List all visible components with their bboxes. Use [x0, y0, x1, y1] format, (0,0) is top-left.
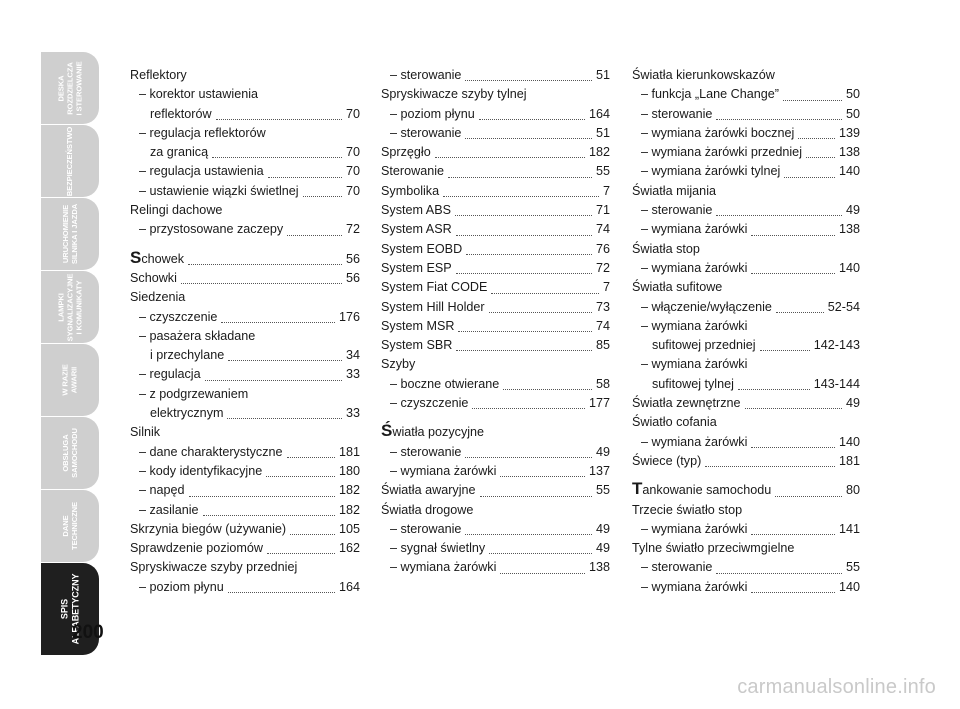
index-entry-page: 49 [845, 396, 860, 411]
index-leader-dots [480, 495, 592, 497]
index-entry [130, 346, 360, 365]
index-entry-page: 7 [602, 280, 610, 295]
index-leader-dots [751, 272, 835, 274]
index-leader-dots [751, 446, 835, 448]
index-leader-dots [266, 475, 335, 477]
index-entry [632, 336, 860, 355]
index-entry [381, 317, 610, 336]
index-entry-text: – wymiana żarówki [390, 463, 497, 478]
index-entry-page: 182 [338, 502, 360, 517]
index-entry [130, 327, 360, 346]
index-leader-dots [443, 195, 599, 197]
index-entry [381, 240, 610, 259]
index-entry [381, 375, 610, 394]
index-entry [381, 220, 610, 239]
index-entry-text: Spryskiwacze szyby przedniej [130, 560, 298, 575]
index-entry [381, 355, 610, 374]
index-leader-dots [745, 407, 842, 409]
index-entry-page: 182 [588, 145, 610, 160]
section-tab-label: SPIS ALFABETYCZNY [59, 573, 80, 645]
index-entry-text: – wymiana żarówki [641, 521, 748, 536]
index-entry-text: – korektor ustawienia [139, 87, 259, 102]
index-entry-text: – funkcja „Lane Change” [641, 87, 779, 102]
index-leader-dots [212, 156, 342, 158]
index-entry [381, 481, 610, 500]
index-entry [632, 66, 860, 85]
index-entry-page: 72 [595, 260, 610, 275]
index-leader-dots [798, 137, 835, 139]
index-leader-dots [806, 156, 835, 158]
index-entry-text: – zasilanie [139, 502, 199, 517]
index-entry-text: – pasażera składane [139, 328, 256, 343]
index-entry-text: Światła awaryjne [381, 483, 476, 498]
index-entry-text: Sprzęgło [381, 145, 431, 160]
index-entry-text: Światła kierunkowskazów [632, 68, 775, 82]
index-entry [632, 162, 860, 181]
index-entry-text: Sterowanie [381, 164, 445, 179]
index-entry-text: – napęd [139, 483, 185, 498]
index-entry [632, 539, 860, 558]
index-entry [130, 539, 360, 558]
index-column-2 [381, 66, 610, 578]
index-entry-page: 164 [338, 579, 360, 594]
index-entry [130, 578, 360, 597]
index-entry-text: Symbolika [381, 183, 440, 198]
index-entry-page: 73 [595, 299, 610, 314]
index-entry-text: – regulacja ustawienia [139, 164, 264, 179]
index-entry [381, 298, 610, 317]
index-entry [130, 365, 360, 384]
index-entry [632, 520, 860, 539]
index-leader-dots [705, 465, 835, 467]
index-entry-text: – wymiana żarówki [641, 434, 748, 449]
index-entry [130, 124, 360, 143]
index-entry-text: – ustawienie wiązki świetlnej [139, 183, 299, 198]
index-entry-text: System EOBD [381, 241, 463, 256]
index-entry [632, 433, 860, 452]
index-entry-page: 74 [595, 222, 610, 237]
index-entry [632, 355, 860, 374]
index-entry [381, 539, 610, 558]
section-tab-label: W RAZIE AWARII [60, 364, 79, 396]
index-entry [632, 317, 860, 336]
index-leader-dots [287, 456, 335, 458]
index-entry-text: Sprawdzenie poziomów [130, 541, 264, 556]
index-entry-page: 76 [595, 241, 610, 256]
index-entry [381, 394, 610, 413]
index-leader-dots [205, 379, 342, 381]
index-entry-page: 143-144 [813, 376, 860, 391]
index-entry-page: 85 [595, 338, 610, 353]
index-leader-dots [216, 118, 342, 120]
section-tab-label: BEZPIECZEŃSTWO [65, 126, 75, 196]
index-leader-dots [181, 282, 342, 284]
index-leader-dots [479, 118, 585, 120]
index-entry [632, 298, 860, 317]
index-entry-page: 162 [338, 541, 360, 556]
index-leader-dots [751, 234, 835, 236]
index-entry-text: – z podgrzewaniem [139, 386, 249, 401]
index-entry [632, 394, 860, 413]
index-entry-text: – wymiana żarówki [641, 222, 748, 237]
index-entry-text: – sterowanie [641, 106, 713, 121]
index-leader-dots [465, 533, 592, 535]
index-entry-text: Światła stop [632, 241, 700, 256]
index-entry-text: – boczne otwierane [390, 376, 500, 391]
section-tab-label: LAMPKI SYGNALIZACYJNE I KOMUNIKATY [56, 273, 84, 341]
index-entry-text: Skrzynia biegów (używanie) [130, 521, 287, 536]
index-entry-page: 72 [345, 222, 360, 237]
index-leader-dots [290, 533, 335, 535]
index-entry-text: Relingi dachowe [130, 203, 223, 218]
index-entry-page: 70 [345, 183, 360, 198]
index-entry [632, 278, 860, 297]
index-leader-dots [716, 118, 842, 120]
index-entry-text: – sygnał świetlny [390, 541, 486, 556]
index-entry [130, 105, 360, 124]
index-entry-text: – sterowanie [390, 444, 462, 459]
index-leader-dots [188, 263, 342, 265]
index-leader-dots [458, 330, 592, 332]
index-entry-page: 74 [595, 318, 610, 333]
index-entry [381, 85, 610, 104]
index-entry-text: Światła drogowe [381, 502, 474, 517]
index-entry [632, 201, 860, 220]
index-entry-page: 49 [595, 444, 610, 459]
index-leader-dots [448, 176, 592, 178]
index-entry [632, 501, 860, 520]
index-entry-text: – przystosowane zaczepy [139, 222, 284, 237]
index-entry [381, 259, 610, 278]
index-entry [632, 479, 860, 500]
index-entry-page: 80 [845, 483, 860, 498]
index-entry-page: 52-54 [827, 299, 860, 314]
index-entry-page: 164 [588, 106, 610, 121]
index-entry [130, 162, 360, 181]
index-entry-text: – wymiana żarówki [390, 560, 497, 575]
index-entry [381, 124, 610, 143]
index-entry [381, 162, 610, 181]
index-entry [381, 520, 610, 539]
index-entry [632, 124, 860, 143]
index-leader-dots [228, 591, 335, 593]
index-entry-page: 71 [595, 203, 610, 218]
index-entry [130, 520, 360, 539]
index-leader-dots [466, 253, 592, 255]
index-entry-page: 58 [595, 376, 610, 391]
index-entry [632, 375, 860, 394]
index-entry-page: 55 [845, 560, 860, 575]
index-leader-dots [491, 292, 599, 294]
index-entry [632, 413, 860, 432]
index-entry [130, 201, 360, 220]
index-entry [632, 143, 860, 162]
index-entry [632, 558, 860, 577]
index-entry-text: – regulacja [139, 367, 201, 382]
index-entry [130, 182, 360, 201]
index-entry [130, 558, 360, 577]
index-entry-page: 139 [838, 125, 860, 140]
index-entry-text: – sterowanie [641, 560, 713, 575]
index-entry-page: 34 [345, 348, 360, 363]
index-entry-text: Tylne światło przeciwmgielne [632, 541, 795, 556]
index-entry-text: System ESP [381, 260, 452, 275]
index-entry [632, 240, 860, 259]
index-entry [130, 288, 360, 307]
index-entry-text: – czyszczenie [390, 396, 469, 411]
section-tab-label: URUCHOMIENIE SILNIKA I JAZDA [61, 203, 79, 265]
index-entry-text: – dane charakterystyczne [139, 444, 283, 459]
index-entry-text: Świece (typ) [632, 453, 702, 468]
index-leader-dots [751, 533, 835, 535]
index-entry-text: System MSR [381, 318, 455, 333]
index-entry [381, 182, 610, 201]
index-leader-dots [716, 214, 842, 216]
index-leader-dots [456, 272, 592, 274]
index-entry-text: Światła zewnętrzne [632, 396, 741, 411]
index-entry-text: System ABS [381, 203, 451, 218]
index-entry [381, 336, 610, 355]
index-entry [130, 269, 360, 288]
section-tab-5[interactable] [41, 344, 99, 416]
index-entry-text: – poziom płynu [139, 579, 224, 594]
index-leader-dots [435, 156, 585, 158]
index-entry [130, 220, 360, 239]
index-entry-page: 182 [338, 483, 360, 498]
index-entry-page: 7 [602, 183, 610, 198]
index-entry-text: Spryskiwacze szyby tylnej [381, 87, 527, 102]
index-entry-text: – sterowanie [641, 203, 713, 218]
index-entry [381, 501, 610, 520]
index-leader-dots [472, 407, 585, 409]
index-entry-page: 176 [338, 309, 360, 324]
index-entry-text: – czyszczenie [139, 309, 218, 324]
index-entry-page: 105 [338, 521, 360, 536]
index-leader-dots [227, 417, 342, 419]
index-entry-page: 70 [345, 145, 360, 160]
index-entry-text: – wymiana żarówki [641, 260, 748, 275]
index-leader-dots [751, 591, 835, 593]
index-leader-dots [503, 388, 592, 390]
watermark: carmanualsonline.info [737, 676, 936, 698]
index-leader-dots [465, 456, 592, 458]
section-tab-label: DESKA ROZDZIELCZA I STEROWANIE [56, 60, 84, 116]
index-entry-page: 181 [338, 444, 360, 459]
index-entry-text: Siedzenia [130, 290, 186, 305]
index-entry-text: za granicą [150, 145, 209, 160]
index-leader-dots [783, 99, 842, 101]
index-entry-page: 177 [588, 396, 610, 411]
index-entry-text: – sterowanie [390, 521, 462, 536]
index-entry-text: – wymiana żarówki bocznej [641, 125, 795, 140]
index-leader-dots [203, 514, 335, 516]
index-leader-dots [760, 349, 810, 351]
page-number: 200 [72, 622, 104, 643]
index-entry-text: – sterowanie [390, 68, 462, 82]
index-entry-text: – wymiana żarówki [641, 357, 748, 372]
index-entry [130, 66, 360, 85]
index-leader-dots [776, 311, 824, 313]
index-entry [632, 105, 860, 124]
index-entry-text: Trzecie światło stop [632, 502, 743, 517]
index-entry-page: 49 [595, 521, 610, 536]
section-tab-4[interactable] [41, 271, 99, 343]
index-entry [381, 443, 610, 462]
index-leader-dots [500, 475, 585, 477]
index-entry [632, 578, 860, 597]
index-entry-page: 141 [838, 521, 860, 536]
index-leader-dots [775, 495, 842, 497]
index-entry-page: 70 [345, 164, 360, 179]
index-entry [130, 423, 360, 442]
index-entry [381, 278, 610, 297]
index-leader-dots [489, 311, 592, 313]
index-entry-page: 50 [845, 106, 860, 121]
index-entry [632, 259, 860, 278]
index-entry [381, 143, 610, 162]
index-entry [130, 404, 360, 423]
section-tab-6[interactable] [41, 417, 99, 489]
index-entry [130, 443, 360, 462]
index-entry-text: Światła mijania [632, 183, 716, 198]
section-tab-3[interactable] [41, 198, 99, 270]
index-entry-page: 50 [845, 87, 860, 102]
index-entry-page: 142-143 [813, 338, 860, 353]
section-tab-2[interactable] [41, 125, 99, 197]
index-entry [130, 248, 360, 269]
section-tab-7[interactable] [41, 490, 99, 562]
index-entry-text: System Fiat CODE [381, 280, 488, 295]
index-entry [381, 201, 610, 220]
index-leader-dots [267, 552, 335, 554]
index-entry [130, 85, 360, 104]
index-entry-text: sufitowej tylnej [652, 376, 734, 391]
index-column-3 [632, 66, 860, 597]
index-entry-text: – wymiana żarówki tylnej [641, 164, 781, 179]
index-entry-page: 137 [588, 463, 610, 478]
index-entry-text: Schowek [130, 247, 185, 267]
index-leader-dots [738, 388, 810, 390]
index-entry-text: System Hill Holder [381, 299, 485, 314]
index-entry-text: Światła pozycyjne [381, 421, 485, 441]
index-entry [632, 182, 860, 201]
index-leader-dots [465, 137, 592, 139]
index-entry-text: – wymiana żarówki przedniej [641, 145, 802, 160]
index-entry-page: 181 [838, 453, 860, 468]
index-entry-text: – wymiana żarówki [641, 318, 748, 333]
index-entry-text: reflektorów [150, 106, 212, 121]
index-entry-page: 138 [838, 222, 860, 237]
index-entry [381, 421, 610, 442]
index-entry-text: Silnik [130, 425, 161, 440]
index-entry-page: 140 [838, 260, 860, 275]
index-entry [632, 220, 860, 239]
section-tab-label: OBSŁUGA SAMOCHODU [60, 428, 79, 478]
index-entry [381, 66, 610, 85]
index-entry-page: 140 [838, 164, 860, 179]
index-entry [632, 85, 860, 104]
index-entry-page: 49 [845, 203, 860, 218]
index-column-1 [130, 66, 360, 597]
index-entry-text: Światła sufitowe [632, 280, 723, 295]
index-entry-text: – sterowanie [390, 125, 462, 140]
index-leader-dots [784, 176, 835, 178]
index-entry-text: Schowki [130, 270, 177, 285]
index-entry-page: 56 [345, 270, 360, 285]
index-entry-text: System ASR [381, 222, 452, 237]
index-entry-page: 140 [838, 434, 860, 449]
index-entry-page: 55 [595, 483, 610, 498]
index-entry-text: Reflektory [130, 68, 187, 82]
index-entry [130, 481, 360, 500]
index-entry [381, 462, 610, 481]
index-entry [130, 501, 360, 520]
section-tab-1[interactable] [41, 52, 99, 124]
index-leader-dots [489, 552, 592, 554]
index-entry-page: 138 [838, 145, 860, 160]
index-entry-page: 70 [345, 106, 360, 121]
index-entry-text: System SBR [381, 338, 453, 353]
index-leader-dots [303, 195, 342, 197]
index-entry [381, 105, 610, 124]
index-entry [130, 385, 360, 404]
index-leader-dots [455, 214, 592, 216]
index-entry-text: Tankowanie samochodu [632, 479, 772, 499]
index-leader-dots [221, 321, 335, 323]
index-entry [632, 452, 860, 471]
index-entry-page: 140 [838, 579, 860, 594]
index-entry-text: Szyby [381, 357, 416, 372]
index-leader-dots [456, 234, 592, 236]
index-entry-text: – poziom płynu [390, 106, 475, 121]
index-leader-dots [716, 572, 842, 574]
index-entry-text: – kody identyfikacyjne [139, 463, 263, 478]
index-entry-text: – wymiana żarówki [641, 579, 748, 594]
index-entry-page: 138 [588, 560, 610, 575]
index-entry-page: 33 [345, 406, 360, 421]
index-entry-page: 51 [595, 125, 610, 140]
index-entry-text: – włączenie/wyłączenie [641, 299, 772, 314]
index-entry-page: 51 [595, 68, 610, 82]
index-entry-text: elektrycznym [150, 406, 224, 421]
index-entry [130, 143, 360, 162]
index-entry-page: 33 [345, 367, 360, 382]
index-entry-page: 180 [338, 463, 360, 478]
index-entry-text: Światło cofania [632, 415, 717, 430]
index-entry-page: 49 [595, 541, 610, 556]
index-leader-dots [228, 359, 342, 361]
index-entry [130, 308, 360, 327]
index-entry [130, 462, 360, 481]
index-entry-text: – regulacja reflektorów [139, 125, 266, 140]
index-leader-dots [287, 234, 342, 236]
index-leader-dots [456, 349, 592, 351]
index-leader-dots [268, 176, 342, 178]
index-entry [381, 558, 610, 577]
index-entry-page: 56 [345, 251, 360, 266]
index-leader-dots [500, 572, 585, 574]
index-entry-text: sufitowej przedniej [652, 338, 756, 353]
index-leader-dots [465, 79, 592, 81]
index-entry-page: 55 [595, 164, 610, 179]
index-leader-dots [189, 495, 335, 497]
index-entry-text: i przechylane [150, 348, 225, 363]
section-tab-label: DANE TECHNICZNE [61, 502, 79, 550]
